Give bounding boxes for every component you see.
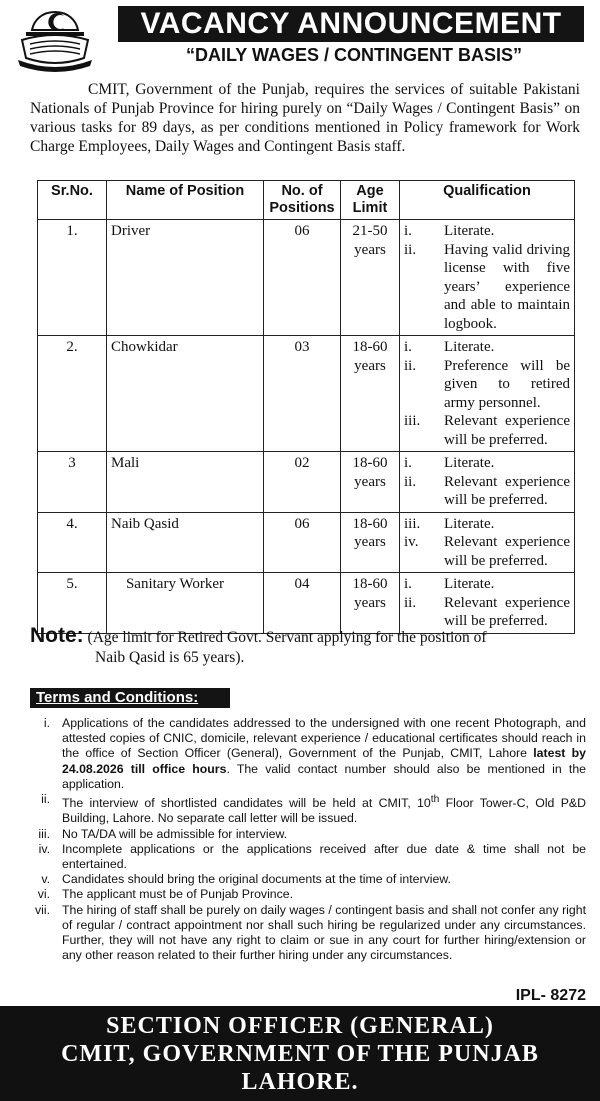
- term-item: [26, 887, 586, 902]
- term-text: [62, 716, 586, 792]
- term-item: [26, 827, 586, 842]
- page-title: VACANCY ANNOUNCEMENT: [118, 6, 584, 42]
- cell-count: 04: [264, 573, 341, 634]
- terms-list: [26, 716, 586, 963]
- cell-qualification: [400, 512, 575, 573]
- term-item: [26, 842, 586, 872]
- note-text-1: (Age limit for Retired Govt. Servant applying for the position of: [87, 629, 487, 646]
- qualification-item: [404, 222, 570, 241]
- age-range: 21-50: [352, 223, 388, 239]
- cell-qualification: [400, 336, 575, 452]
- qualification-text: Literate.: [444, 455, 495, 471]
- emblem-icon: [12, 8, 98, 72]
- qualification-text: Relevant experience will be preferred.: [444, 594, 570, 629]
- term-text: The applicant must be of Punjab Province.: [62, 887, 294, 902]
- ipl-code: IPL- 8272: [515, 987, 586, 1004]
- term-text: Incomplete applications or the applications received after due date & time shall not be entertained.: [62, 841, 586, 871]
- term-number: iii.: [38, 826, 50, 841]
- note-label: Note:: [30, 624, 84, 647]
- header-age: Age Limit: [341, 181, 400, 220]
- cell-position: Mali: [107, 452, 264, 513]
- cell-position: Chowkidar: [107, 336, 264, 452]
- term-item: [26, 792, 586, 827]
- note-section: [30, 626, 582, 668]
- cell-count: 03: [264, 336, 341, 452]
- term-superscript: th: [430, 794, 440, 806]
- term-deadline: latest by 24.08.2026 till office hours: [62, 746, 586, 776]
- cell-sr: 2.: [38, 336, 107, 452]
- term-text: [62, 792, 586, 827]
- qualification-item: [404, 357, 570, 413]
- term-text-part: Applications of the candidates addressed to the undersigned with one recent Photograph, and attested copies of CNIC, domicile, relevant experience / educational certificates should reach in the office of Section Officer (General), Government of the Punjab, CMIT, Lahore: [62, 716, 586, 761]
- qualification-item: [404, 473, 570, 510]
- qualification-number: i.: [404, 223, 412, 239]
- term-number: ii.: [41, 792, 50, 807]
- table-row: [38, 452, 575, 513]
- age-range: 18-60: [352, 455, 388, 471]
- qualification-item: [404, 412, 570, 449]
- cell-sr: 1.: [38, 220, 107, 336]
- qualification-text: Literate.: [444, 515, 495, 532]
- qualification-text: Relevant experience will be preferred.: [444, 534, 570, 569]
- cell-qualification: [400, 452, 575, 513]
- term-text: No TA/DA will be admissible for interview.: [62, 826, 288, 841]
- cell-age: [341, 336, 400, 452]
- qualification-item: [404, 575, 570, 594]
- qualification-text: Having valid driving license with five years’ experience and able to maintain logbook.: [444, 241, 570, 332]
- qualification-item: [404, 515, 570, 534]
- header-name: Name of Position: [107, 181, 264, 220]
- header-qualification: Qualification: [400, 181, 575, 220]
- qualification-number: iii.: [404, 515, 421, 532]
- qualification-text: Preference will be given to retired army personnel.: [444, 357, 570, 411]
- qualification-number: i.: [404, 455, 412, 471]
- term-item: [26, 716, 586, 792]
- cell-sr: 4.: [38, 512, 107, 573]
- cell-position: Sanitary Worker: [107, 573, 264, 634]
- qualification-number: ii.: [404, 357, 417, 374]
- footer-line-2: CMIT, GOVERNMENT OF THE PUNJAB: [61, 1041, 539, 1067]
- table-row: [38, 336, 575, 452]
- header-sr: Sr.No.: [38, 181, 107, 220]
- cell-qualification: [400, 573, 575, 634]
- terms-title: Terms and Conditions:: [30, 688, 230, 708]
- term-number: i.: [43, 716, 50, 730]
- intro-paragraph: [30, 80, 580, 156]
- footer-line-1: SECTION OFFICER (GENERAL): [106, 1013, 494, 1039]
- term-number: iv.: [38, 841, 50, 856]
- age-range: 18-60: [352, 576, 388, 592]
- intro-text: CMIT, Government of the Punjab, requires the services of suitable Pakistani Nationals of Punjab Province for hiring purely on “Daily Wages / Contingent Basis” on various tasks for 89 days, as per conditions mentioned in Policy framework for Work Charge Employees, Daily Wages and Contingent Basis staff.: [30, 81, 580, 155]
- note-text-2: Naib Qasid is 65 years).: [95, 649, 245, 666]
- term-number: v.: [41, 872, 50, 887]
- cell-count: 02: [264, 452, 341, 513]
- cell-qualification: [400, 220, 575, 336]
- page-subtitle: “DAILY WAGES / CONTINGENT BASIS”: [185, 45, 523, 65]
- vacancy-table: [37, 180, 575, 634]
- footer-signature-block: [0, 1006, 600, 1101]
- qualification-text: Relevant experience will be preferred.: [444, 473, 570, 508]
- qualification-number: iii.: [404, 413, 421, 429]
- term-item: [26, 872, 586, 887]
- cell-count: 06: [264, 220, 341, 336]
- qualification-text: Literate.: [444, 223, 495, 239]
- qualification-item: [404, 454, 570, 473]
- qualification-number: ii.: [404, 473, 417, 490]
- term-item: [26, 903, 586, 964]
- punjab-emblem-logo: [12, 8, 98, 72]
- cell-age: [341, 573, 400, 634]
- qualification-item: [404, 338, 570, 357]
- qualification-text: Literate.: [444, 576, 495, 592]
- qualification-item: [404, 241, 570, 334]
- table-row: [38, 220, 575, 336]
- term-text: Candidates should bring the original documents at the time of interview.: [62, 872, 451, 887]
- term-number: vii.: [34, 902, 50, 917]
- qualification-number: iv.: [404, 534, 419, 550]
- term-text-part: The interview of shortlisted candidates will be held at CMIT, 10: [62, 796, 431, 811]
- qualification-number: i.: [404, 339, 412, 355]
- table-row: [38, 512, 575, 573]
- age-unit: years: [354, 357, 386, 374]
- cell-position: Naib Qasid: [107, 512, 264, 573]
- age-unit: years: [354, 241, 386, 258]
- qualification-text: Literate.: [444, 339, 495, 355]
- age-unit: years: [354, 473, 386, 490]
- cell-count: 06: [264, 512, 341, 573]
- qualification-number: ii.: [404, 241, 417, 258]
- term-text-part: Floor Tower-C, Old P&D Building, Lahore. No separate call letter will be issued.: [62, 796, 587, 826]
- term-text: The hiring of staff shall be purely on daily wages / contingent basis and shall not confer any right of regular / contract appointment nor shall such hiring be regularized under any circumstances. Further, they will not have any right to claim or sue in any court for further hiring/extension or any other reason related to their further hiring under any circumstances.: [62, 902, 586, 963]
- table-row: [38, 573, 575, 634]
- qualification-text: Relevant experience will be preferred.: [444, 413, 570, 448]
- qualification-item: [404, 594, 570, 631]
- cell-age: [341, 452, 400, 513]
- note-line-1: [30, 626, 582, 648]
- age-range: 18-60: [352, 515, 388, 532]
- cell-sr: 3: [38, 452, 107, 513]
- qualification-number: ii.: [404, 594, 417, 611]
- age-unit: years: [354, 534, 386, 550]
- cell-age: [341, 512, 400, 573]
- table-header-row: [38, 181, 575, 220]
- term-number: vi.: [37, 887, 50, 902]
- qualification-number: i.: [404, 576, 412, 592]
- cell-age: [341, 220, 400, 336]
- term-text-part: . The valid contact number should also be mentioned in the application.: [62, 761, 586, 791]
- cell-position: Driver: [107, 220, 264, 336]
- cell-sr: 5.: [38, 573, 107, 634]
- qualification-item: [404, 533, 570, 570]
- header-num: No. of Positions: [264, 181, 341, 220]
- age-range: 18-60: [352, 339, 388, 355]
- footer-line-3: LAHORE.: [241, 1069, 359, 1095]
- age-unit: years: [354, 594, 386, 611]
